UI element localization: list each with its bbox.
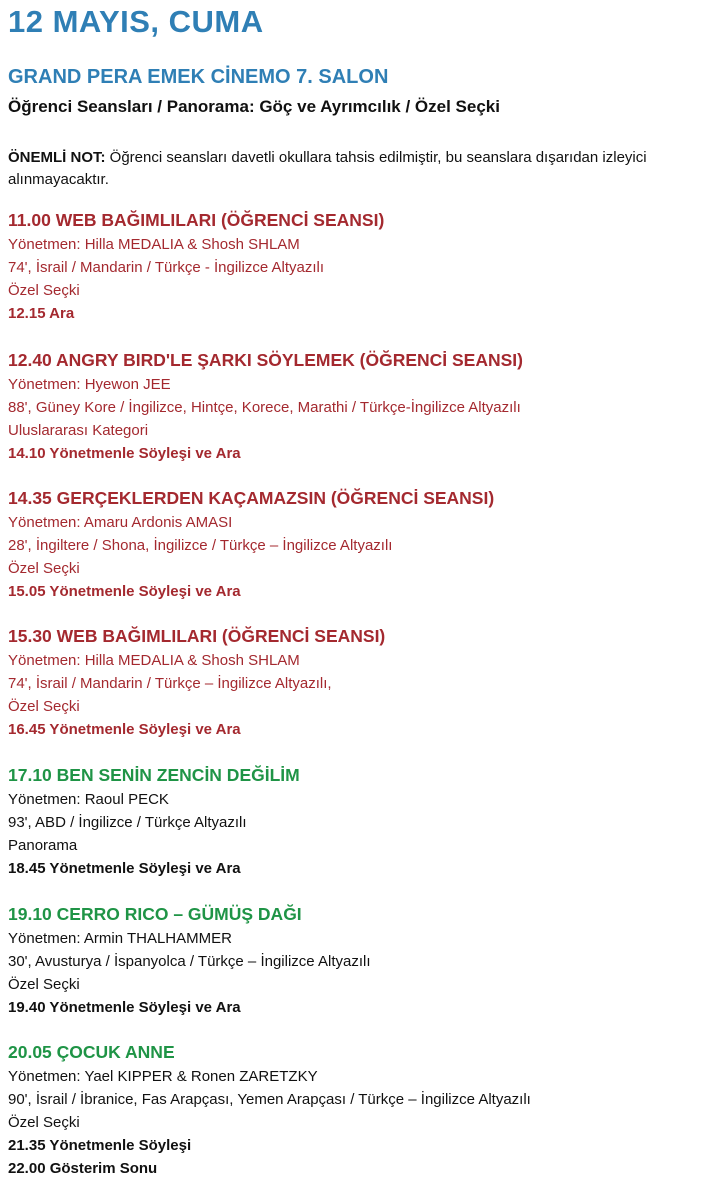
screening-section: Özel Seçki (8, 560, 80, 577)
screening-title: 20.05 ÇOCUK ANNE (8, 1042, 175, 1062)
screening-after: 21.35 Yönetmenle Söyleşi (8, 1137, 192, 1154)
venue-heading: GRAND PERA EMEK CİNEMO 7. SALON (8, 66, 389, 88)
screening-after: 19.40 Yönetmenle Söyleşi ve Ara (8, 999, 241, 1016)
screening-after: 12.15 Ara (8, 305, 75, 322)
screening-director: Yönetmen: Yael KIPPER & Ronen ZARETZKY (8, 1068, 318, 1085)
screening-director: Yönetmen: Hyewon JEE (8, 376, 171, 393)
screening-title: 15.30 WEB BAĞIMLILARI (ÖĞRENCİ SEANSI) (8, 626, 386, 646)
screening-2005 (8, 1040, 714, 1180)
screening-after: 16.45 Yönetmenle Söyleşi ve Ara (8, 721, 241, 738)
screening-1710 (8, 763, 714, 880)
screening-director: Yönetmen: Amaru Ardonis AMASI (8, 514, 233, 531)
screening-details: 74', İsrail / Mandarin / Türkçe – İngilizce Altyazılı, (8, 675, 332, 692)
screening-section: Özel Seçki (8, 698, 80, 715)
screening-section: Özel Seçki (8, 282, 80, 299)
screening-end: 22.00 Gösterim Sonu (8, 1160, 158, 1177)
screening-director: Yönetmen: Armin THALHAMMER (8, 930, 232, 947)
screening-director: Yönetmen: Hilla MEDALIA & Shosh SHLAM (8, 236, 300, 253)
screening-section: Özel Seçki (8, 1114, 80, 1131)
screening-section: Panorama (8, 837, 78, 854)
screening-details: 90', İsrail / İbranice, Fas Arapçası, Yemen Arapçası / Türkçe – İngilizce Altyazılı (8, 1091, 531, 1108)
screening-after: 15.05 Yönetmenle Söyleşi ve Ara (8, 583, 241, 600)
note-text: Öğrenci seansları davetli okullara tahsis edilmiştir, bu seanslara dışarıdan izleyici alınmayacaktır. (8, 149, 647, 188)
screening-title: 11.00 WEB BAĞIMLILARI (ÖĞRENCİ SEANSI) (8, 210, 385, 230)
date-heading: 12 MAYIS, CUMA (8, 4, 264, 39)
screening-1530 (8, 624, 714, 741)
screening-after: 14.10 Yönetmenle Söyleşi ve Ara (8, 445, 241, 462)
screening-section: Uluslararası Kategori (8, 422, 149, 439)
screening-1100 (8, 208, 714, 325)
screening-title: 19.10 CERRO RICO – GÜMÜŞ DAĞI (8, 904, 302, 924)
screening-1240 (8, 348, 714, 465)
screening-title: 12.40 ANGRY BIRD'LE ŞARKI SÖYLEMEK (ÖĞRENCİ SEANSI) (8, 350, 523, 370)
screening-details: 74', İsrail / Mandarin / Türkçe - İngilizce Altyazılı (8, 259, 325, 276)
screening-1910 (8, 902, 714, 1019)
screening-director: Yönetmen: Hilla MEDALIA & Shosh SHLAM (8, 652, 300, 669)
screening-details: 93', ABD / İngilizce / Türkçe Altyazılı (8, 814, 247, 831)
screening-details: 88', Güney Kore / İngilizce, Hintçe, Korece, Marathi / Türkçe-İngilizce Altyazılı (8, 399, 521, 416)
note-label: ÖNEMLİ NOT: (8, 149, 106, 166)
screening-details: 28', İngiltere / Shona, İngilizce / Türkçe – İngilizce Altyazılı (8, 537, 393, 554)
screening-1435 (8, 486, 714, 603)
screening-director: Yönetmen: Raoul PECK (8, 791, 169, 808)
screening-details: 30', Avusturya / İspanyolca / Türkçe – İngilizce Altyazılı (8, 953, 371, 970)
program-subtitle: Öğrenci Seansları / Panorama: Göç ve Ayrımcılık / Özel Seçki (8, 97, 500, 116)
screening-section: Özel Seçki (8, 976, 80, 993)
screening-title: 17.10 BEN SENİN ZENCİN DEĞİLİM (8, 765, 300, 785)
screening-after: 18.45 Yönetmenle Söyleşi ve Ara (8, 860, 241, 877)
screening-title: 14.35 GERÇEKLERDEN KAÇAMAZSIN (ÖĞRENCİ SEANSI) (8, 488, 495, 508)
important-note (8, 147, 648, 191)
